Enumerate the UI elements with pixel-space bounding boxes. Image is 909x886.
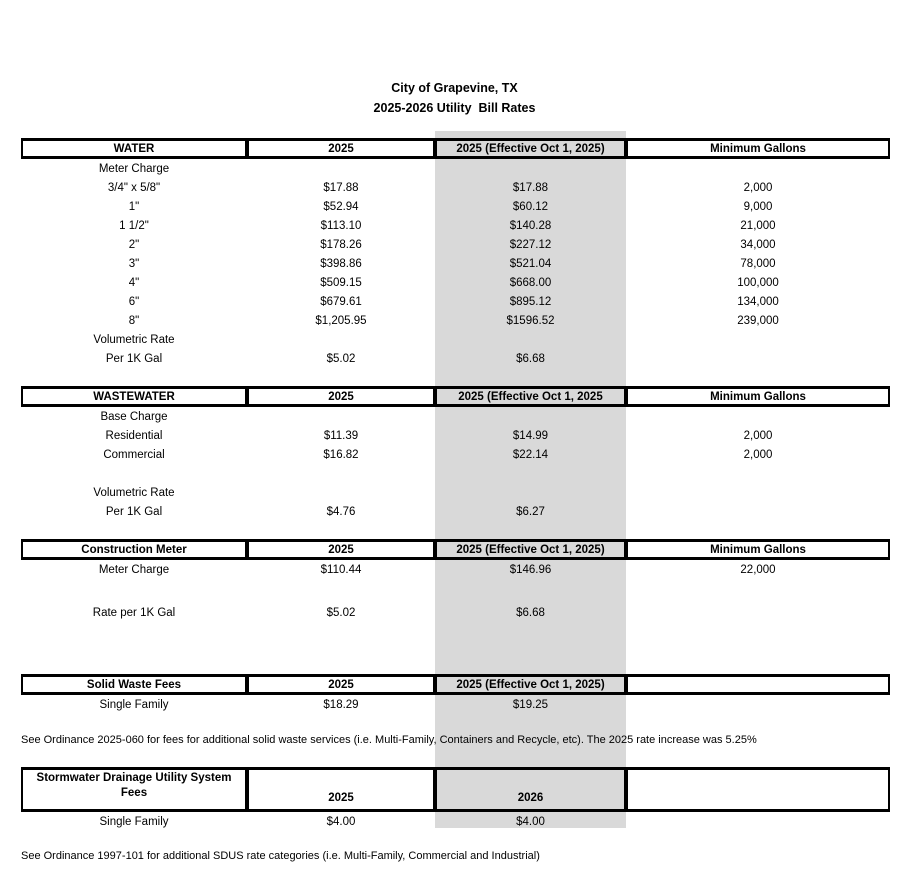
row-label: Single Family <box>99 698 169 711</box>
construction-meter-section <box>21 539 890 622</box>
construction-header-2025: 2025 <box>247 542 435 557</box>
row-rate-2025: $398.86 <box>320 257 362 270</box>
table-row <box>21 560 890 579</box>
stormwater-header-blank <box>626 770 890 809</box>
row-label: 3/4" x 5/8" <box>107 181 161 194</box>
solid-waste-header-blank <box>626 677 890 692</box>
group-label: Volumetric Rate <box>93 486 175 499</box>
table-row <box>21 292 890 311</box>
spacer <box>21 464 890 483</box>
wastewater-header-name: WASTEWATER <box>21 389 247 404</box>
row-rate-2025: $52.94 <box>323 200 359 213</box>
row-label: Single Family <box>99 815 169 828</box>
row-min-gallons: 22,000 <box>740 563 776 576</box>
wastewater-header-effective: 2025 (Effective Oct 1, 2025 <box>435 389 626 404</box>
row-blank <box>626 695 890 714</box>
row-label: Per 1K Gal <box>105 505 163 518</box>
row-min-gallons: 100,000 <box>737 276 779 289</box>
row-rate-effective: $895.12 <box>509 295 552 308</box>
row-blank <box>626 812 890 831</box>
row-rate-2025: $5.02 <box>326 352 356 365</box>
wastewater-header-2025: 2025 <box>247 389 435 404</box>
wastewater-rates-section <box>21 386 890 521</box>
row-rate-effective: $140.28 <box>509 219 552 232</box>
row-rate-effective: $146.96 <box>509 563 552 576</box>
row-rate-2025: $113.10 <box>320 219 362 232</box>
row-rate-effective: $521.04 <box>509 257 552 270</box>
row-label: 6" <box>128 295 140 308</box>
row-rate-effective: $17.88 <box>512 181 549 194</box>
row-label: Rate per 1K Gal <box>92 606 176 619</box>
table-row <box>21 273 890 292</box>
row-label: 8" <box>128 314 140 327</box>
stormwater-header-name <box>21 770 247 809</box>
table-row <box>21 197 890 216</box>
row-rate-effective: $1596.52 <box>506 314 555 327</box>
row-label: Residential <box>105 429 163 442</box>
page-title <box>0 78 909 118</box>
stormwater-table-header <box>21 767 890 812</box>
construction-header-min-gallons: Minimum Gallons <box>626 542 890 557</box>
row-rate-2025: $178.26 <box>320 238 362 251</box>
table-row <box>21 254 890 273</box>
row-min-gallons: 134,000 <box>737 295 779 308</box>
row-label: 1" <box>128 200 140 213</box>
stormwater-header-name-line1: Stormwater Drainage Utility System <box>36 772 232 784</box>
table-row <box>21 695 890 714</box>
row-rate-2025: $5.02 <box>326 606 356 619</box>
table-row <box>21 426 890 445</box>
row-rate-2025: $18.29 <box>323 698 359 711</box>
group-label: Base Charge <box>100 410 168 423</box>
water-header-2025: 2025 <box>247 141 435 156</box>
row-min-gallons: 2,000 <box>743 181 773 194</box>
construction-header-effective: 2025 (Effective Oct 1, 2025) <box>435 542 626 557</box>
table-row <box>21 349 890 368</box>
table-row <box>21 812 890 831</box>
row-rate-2025: $1,205.95 <box>315 314 367 327</box>
title-line-2: 2025-2026 Utility Bill Rates <box>373 101 536 115</box>
row-rate-2025: $679.61 <box>320 295 362 308</box>
water-header-name: WATER <box>21 141 247 156</box>
row-min-gallons: 9,000 <box>743 200 773 213</box>
solid-waste-header-name: Solid Waste Fees <box>21 677 247 692</box>
wastewater-group-volumetric <box>21 483 890 502</box>
table-row <box>21 216 890 235</box>
row-min-gallons <box>626 603 890 622</box>
table-row <box>21 178 890 197</box>
row-rate-2025: $509.15 <box>320 276 362 289</box>
solid-waste-header-effective: 2025 (Effective Oct 1, 2025) <box>435 677 626 692</box>
row-rate-effective: $22.14 <box>512 448 549 461</box>
table-row <box>21 502 890 521</box>
stormwater-header-2026: 2026 <box>435 770 626 809</box>
title-line-1: City of Grapevine, TX <box>391 81 518 95</box>
row-rate-effective: $6.68 <box>516 606 545 619</box>
construction-table-header <box>21 539 890 560</box>
solid-waste-fees-section <box>21 674 890 714</box>
table-row <box>21 311 890 330</box>
solid-waste-ordinance-note: See Ordinance 2025-060 for fees for additional solid waste services (i.e. Multi-Family, Containers and Recycle, etc). The 2025 rate increase was 5.25% <box>21 734 757 746</box>
row-rate-2025: $4.00 <box>326 815 356 828</box>
row-rate-2025: $16.82 <box>323 448 359 461</box>
row-min-gallons: 2,000 <box>743 448 773 461</box>
stormwater-fees-section <box>21 767 890 831</box>
stormwater-header-name-line2: Fees <box>120 787 148 799</box>
row-rate-effective: $19.25 <box>512 698 549 711</box>
table-row <box>21 603 890 622</box>
row-rate-effective: $6.27 <box>516 505 545 518</box>
row-rate-effective: $60.12 <box>512 200 549 213</box>
row-min-gallons: 34,000 <box>740 238 776 251</box>
row-rate-2025: $110.44 <box>320 563 362 576</box>
row-min-gallons <box>626 349 890 368</box>
row-label: 2" <box>128 238 140 251</box>
water-table-header <box>21 138 890 159</box>
row-rate-2025: $17.88 <box>323 181 359 194</box>
solid-waste-table-header <box>21 674 890 695</box>
spacer <box>21 579 890 603</box>
row-min-gallons: 21,000 <box>740 219 776 232</box>
stormwater-ordinance-note: See Ordinance 1997-101 for additional SDUS rate categories (i.e. Multi-Family, Commercial and Industrial) <box>21 850 540 862</box>
water-rates-section <box>21 138 890 368</box>
row-min-gallons: 78,000 <box>740 257 776 270</box>
row-rate-2025: $11.39 <box>323 429 359 442</box>
group-label: Volumetric Rate <box>93 333 175 346</box>
water-header-min-gallons: Minimum Gallons <box>626 141 890 156</box>
table-row <box>21 445 890 464</box>
water-group-meter-charge <box>21 159 890 178</box>
row-rate-effective: $6.68 <box>516 352 545 365</box>
wastewater-header-min-gallons: Minimum Gallons <box>626 389 890 404</box>
row-min-gallons <box>626 502 890 521</box>
row-rate-2025: $4.76 <box>326 505 356 518</box>
row-rate-effective: $14.99 <box>512 429 549 442</box>
wastewater-group-base-charge <box>21 407 890 426</box>
row-min-gallons: 239,000 <box>737 314 779 327</box>
row-rate-effective: $227.12 <box>509 238 552 251</box>
solid-waste-header-2025: 2025 <box>247 677 435 692</box>
row-label: 1 1/2" <box>119 219 149 232</box>
row-label: Per 1K Gal <box>105 352 163 365</box>
wastewater-table-header <box>21 386 890 407</box>
water-group-volumetric <box>21 330 890 349</box>
row-label: Commercial <box>103 448 165 461</box>
row-min-gallons: 2,000 <box>743 429 773 442</box>
row-label: 4" <box>128 276 140 289</box>
group-label: Meter Charge <box>98 162 170 175</box>
row-rate-2026: $4.00 <box>516 815 545 828</box>
water-header-effective: 2025 (Effective Oct 1, 2025) <box>435 141 626 156</box>
row-rate-effective: $668.00 <box>509 276 552 289</box>
construction-header-name: Construction Meter <box>21 542 247 557</box>
table-row <box>21 235 890 254</box>
stormwater-header-2025: 2025 <box>247 770 435 809</box>
row-label: Meter Charge <box>98 563 170 576</box>
row-label: 3" <box>128 257 140 270</box>
